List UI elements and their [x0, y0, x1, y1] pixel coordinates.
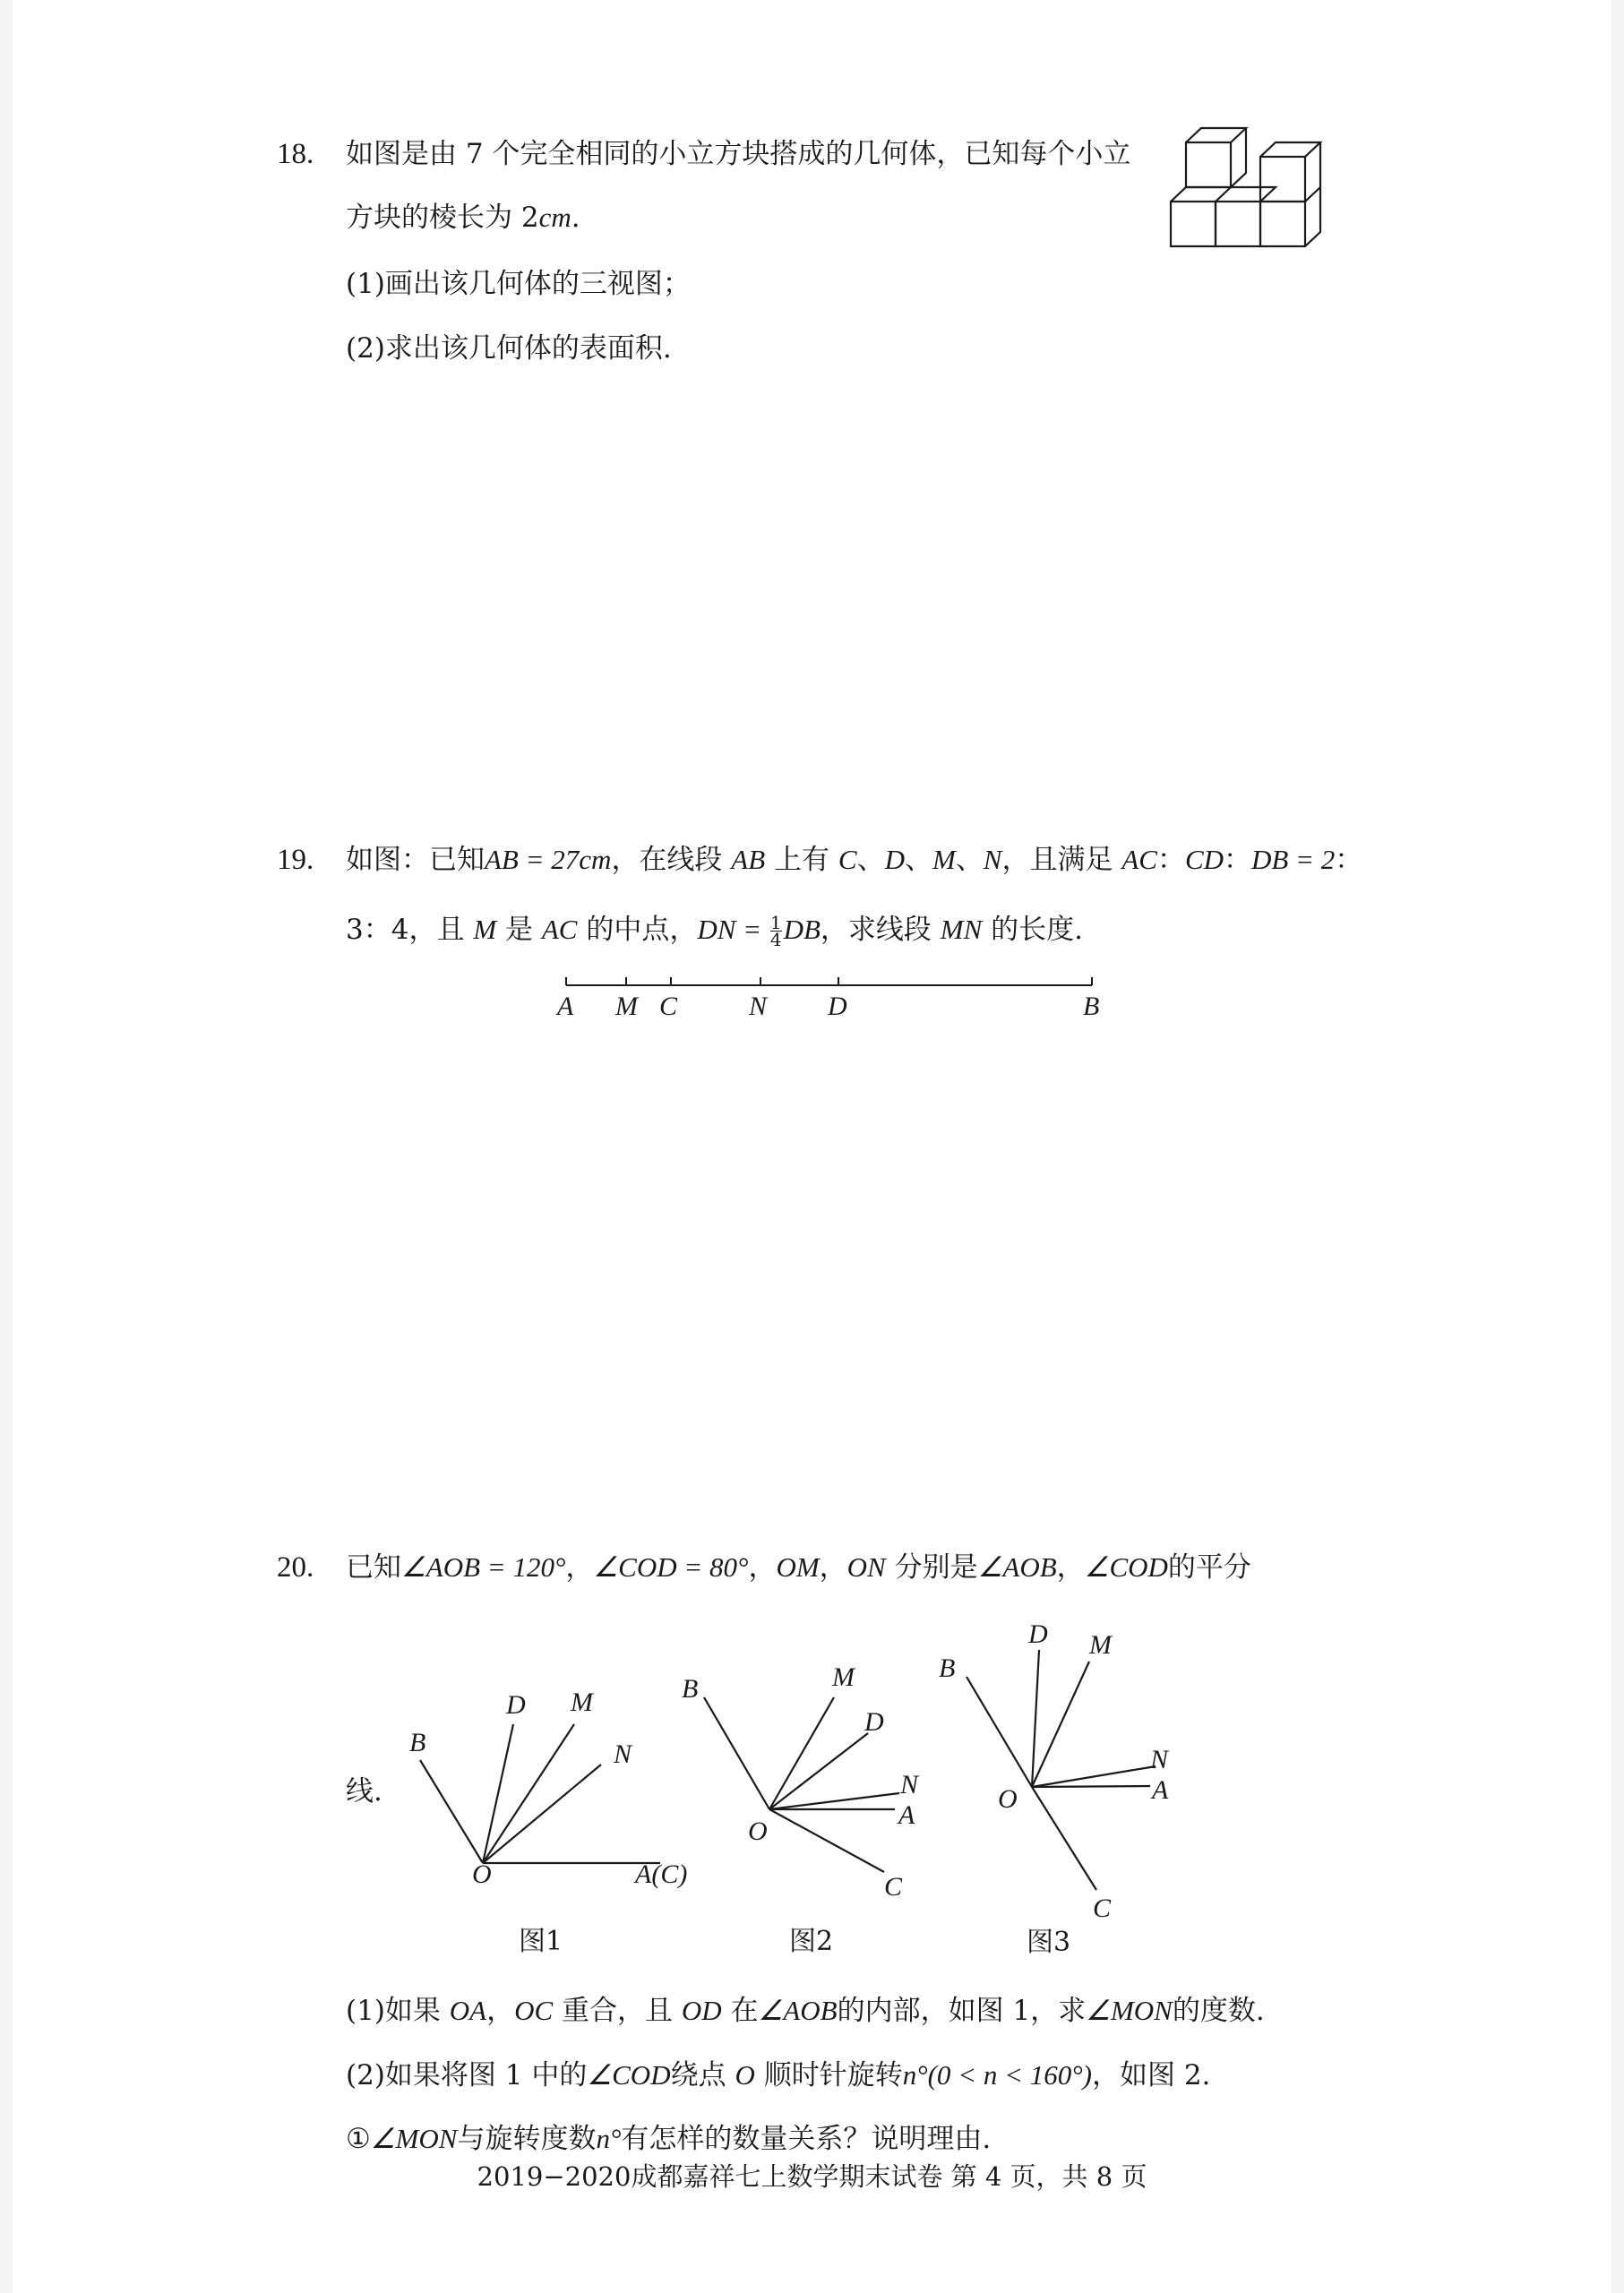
fig2-o-label: O	[748, 1816, 768, 1846]
point-m-label: M	[615, 992, 638, 1021]
fig1-caption: 图1	[519, 1926, 563, 1957]
q20-figure-3	[926, 1612, 1231, 1962]
one-quarter-fraction: $\frac{1}{4}$	[769, 912, 782, 950]
point-b-label: B	[1083, 992, 1100, 1021]
q18-part1: (1)画出该几何体的三视图；	[346, 268, 691, 300]
q20-part1: (1)如果 OA，OC 重合，且 OD 在∠AOB的内部，如图 1，求∠MON的度数.	[346, 1995, 1265, 2027]
fig1-o-label: O	[472, 1859, 492, 1889]
q20-figure-2	[662, 1639, 949, 1962]
fig2-c-label: C	[884, 1872, 903, 1902]
fig2-m-label: M	[832, 1662, 855, 1692]
fig2-caption: 图2	[789, 1926, 834, 1957]
point-a-label: A	[557, 992, 574, 1021]
fig2-n-label: N	[900, 1770, 919, 1799]
fig1-m-label: M	[571, 1688, 593, 1717]
q19-number: 19.	[277, 844, 314, 876]
q18-number: 18.	[277, 138, 314, 170]
fig3-o-label: O	[998, 1784, 1018, 1814]
q19-line1: 如图：已知AB = 27cm，在线段 AB 上有 C、D、M、N，且满足 AC：CD：DB = 2：	[346, 844, 1363, 876]
fig3-d-label: D	[1028, 1619, 1048, 1649]
page-footer: 2019−2020成都嘉祥七上数学期末试卷 第 4 页，共 8 页	[477, 2161, 1147, 2192]
q18-cube-figure	[1164, 124, 1370, 258]
point-n-label: N	[749, 992, 768, 1021]
point-d-label: D	[828, 992, 847, 1021]
q20-line1: 已知∠AOB = 120°，∠COD = 80°，OM，ON 分别是∠AOB，∠COD的平分	[346, 1551, 1251, 1584]
fig3-n-label: N	[1150, 1745, 1169, 1774]
q18-line2: 方块的棱长为 2cm.	[346, 202, 580, 234]
fig3-caption: 图3	[1027, 1927, 1071, 1958]
q20-part2-sub1: ①∠MON与旋转度数n°有怎样的数量关系？说明理由.	[346, 2123, 992, 2155]
q20-line2: 线.	[346, 1775, 382, 1808]
q19-line2: 3：4，且 M 是 AC 的中点，DN = $\frac{1}{4}$ DB，求线段 MN 的长度.	[346, 912, 1083, 950]
fig1-ac-label: A(C)	[635, 1859, 688, 1889]
q18-line1: 如图是由 7 个完全相同的小立方块搭成的几何体，已知每个小立	[346, 138, 1131, 170]
q18-part2: (2)求出该几何体的表面积.	[346, 332, 672, 365]
fig2-b-label: B	[682, 1674, 699, 1704]
fig2-a-label: A	[898, 1800, 915, 1830]
fig3-c-label: C	[1093, 1894, 1112, 1923]
fig1-b-label: B	[409, 1728, 426, 1757]
fig1-d-label: D	[506, 1690, 526, 1720]
q20-part2: (2)如果将图 1 中的∠COD绕点 O 顺时针旋转n°(0 < n < 160°)，如图 2.	[346, 2059, 1211, 2091]
fig3-m-label: M	[1089, 1630, 1112, 1660]
exam-page	[13, 0, 1611, 2293]
fig1-n-label: N	[614, 1739, 632, 1769]
fig3-a-label: A	[1152, 1775, 1169, 1805]
point-c-label: C	[659, 992, 678, 1021]
fig3-b-label: B	[939, 1653, 956, 1683]
q20-number: 20.	[277, 1551, 314, 1584]
fig2-d-label: D	[864, 1707, 884, 1737]
q19-segment-figure	[550, 972, 1123, 1026]
